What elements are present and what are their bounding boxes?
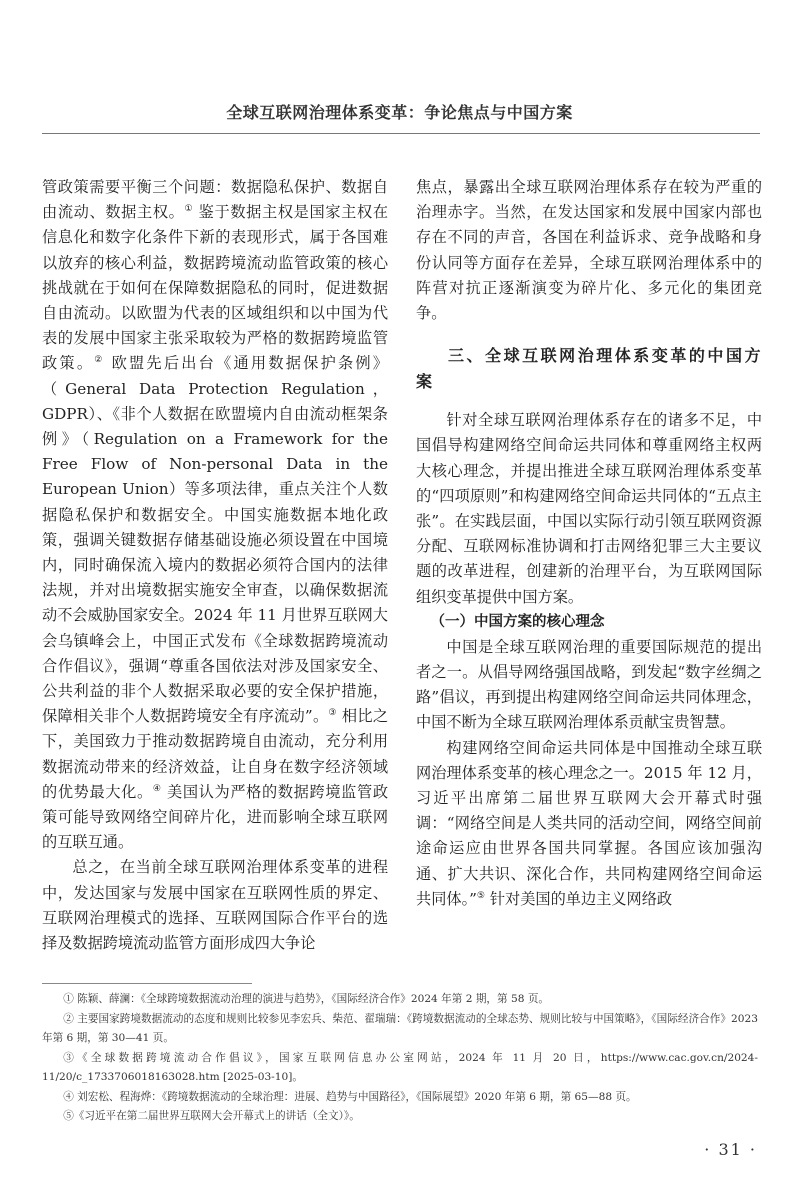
subsection-heading: （一）中国方案的核心理念	[430, 613, 605, 630]
footnote: ③《全球数据跨境流动合作倡议》，国家互联网信息办公室网站，2024 年 11 月 20 日，https://www.cac.gov.cn/2024-11/20/c_1733706018163028.htm [2025-03-10]。	[42, 1051, 758, 1083]
section-heading: 三、全球互联网治理体系变革的中国方案	[416, 346, 762, 392]
text-run: 鉴于数据主权是国家主权在信息化和数字化条件下新的表现形式，属于各国难以放弃的核心利益，数据跨境流动监管政策的核心挑战就在于如何在保障数据隐私的同时，促进数据自由流动。以欧盟为代表的区域组织和以中国为代表的发展中国家主张采取较为严格的数据跨境监管政策。	[42, 203, 389, 373]
paragraph	[416, 736, 762, 912]
paragraph: 焦点，暴露出全球互联网治理体系存在较为严重的治理赤字。当然，在发达国家和发展中国家内部也存在不同的声音，各国在利益诉求、竞争战略和身份认同等方面存在差异，全球互联网治理体系中的阵营对抗正逐渐演变为碎片化、多元化的集团竞争。	[416, 178, 762, 323]
text-run: 相比之下，美国致力于推动数据跨境自由流动，充分利用数据流动带来的经济效益，让自身在数字经济领域的优势最大化。	[42, 707, 389, 801]
running-head: 全球互联网治理体系变革：争论焦点与中国方案	[226, 103, 573, 122]
text-run: 管政策需要平衡三个问题：数据隐私保护、数据自由流动、数据主权。	[42, 178, 388, 222]
paragraph: 中国是全球互联网治理的重要国际规范的提出者之一。从倡导网络强国战略，到发起“数字丝绸之路”倡议，再到提出构建网络空间命运共同体理念，中国不断为全球互联网治理体系贡献宝贵智慧。	[416, 637, 762, 732]
footnote: ⑤《习近平在第二届世界互联网大会开幕式上的讲话（全文）》。	[63, 1110, 360, 1122]
footnote-ref[interactable]: ④	[152, 783, 162, 794]
footnote: ② 主要国家跨境数据流动的态度和规则比较参见李宏兵、柴范、翟瑞瑞：《跨境数据流动的全球态势、规则比较与中国策略》，《国际经济合作》2023 年第 6 期，第 30—41 页。	[42, 1012, 758, 1044]
text-run: 构建网络空间命运共同体是中国推动全球互联网治理体系变革的核心理念之一。2015 年 12 月，习近平出席第二届世界互联网大会开幕式时强调：“网络空间是人类共同的活动空间，网络空间前途命运应由世界各国共同掌握。各国应该加强沟通、扩大共识、深化合作，共同构建网络空间命运共同体。”	[416, 738, 762, 908]
paragraph: 针对全球互联网治理体系存在的诸多不足，中国倡导构建网络空间命运共同体和尊重网络主权两大核心理念，并提出推进全球互联网治理体系变革的“四项原则”和构建网络空间命运共同体的“五点主张”。在实践层面，中国以实际行动引领互联网资源分配、互联网标准协调和打击网络犯罪三大主要议题的改革进程，创建新的治理平台，为互联网国际组织变革提供中国方案。	[416, 411, 762, 606]
header-rule	[42, 133, 760, 134]
text-run: 美国认为严格的数据跨境监管政策可能导致网络空间碎片化，进而影响全球互联网的互联互通。	[42, 782, 389, 852]
footnote-ref[interactable]: ②	[94, 355, 105, 366]
text-run: 欧盟先后出台《通用数据保护条例》（General Data Protection Regulation，GDPR）、《非个人数据在欧盟境内自由流动框架条例》（Regulation on a Framework for the Free Flow of Non-personal Data in the European Union）等多项法律，重点关注个人数据隐私保护和数据安全。中国实施数据本地化政策，强调关键数据存储基础设施必须设置在中国境内，同时确保流入境内的数据必须符合国内的法律法规，并对出境数据实施安全审查，以确保数据流动不会威胁国家安全。2024 年 11 月世界互联网大会乌镇峰会上，中国正式发布《全球数据跨境流动合作倡议》，强调“尊重各国依法对涉及国家安全、公共利益的非个人数据采取必要的安全保护措施，保障相关非个人数据跨境安全有序流动”。	[42, 354, 388, 726]
page-number: · 31 ·	[704, 1140, 757, 1159]
footnote-ref[interactable]: ⑤	[476, 890, 485, 901]
right-column	[416, 175, 762, 912]
text-run: 针对美国的单边主义网络政	[485, 889, 673, 908]
footnotes	[42, 990, 758, 1127]
footnote-ref[interactable]: ③	[328, 708, 337, 719]
footnote-ref[interactable]: ①	[184, 204, 194, 215]
left-column	[42, 175, 388, 956]
footnote-rule	[42, 983, 252, 984]
paragraph	[42, 175, 388, 855]
footnote: ① 陈颖、薛澜：《全球跨境数据流动治理的演进与趋势》，《国际经济合作》2024 年第 2 期，第 58 页。	[63, 993, 550, 1005]
footnote: ④ 刘宏松、程海烨：《跨境数据流动的全球治理：进展、趋势与中国路径》，《国际展望》2020 年第 6 期，第 65—88 页。	[63, 1090, 637, 1103]
paragraph: 总之，在当前全球互联网治理体系变革的进程中，发达国家与发展中国家在互联网性质的界定、互联网治理模式的选择、互联网国际合作平台的选择及数据跨境流动监管方面形成四大争论	[42, 858, 388, 953]
